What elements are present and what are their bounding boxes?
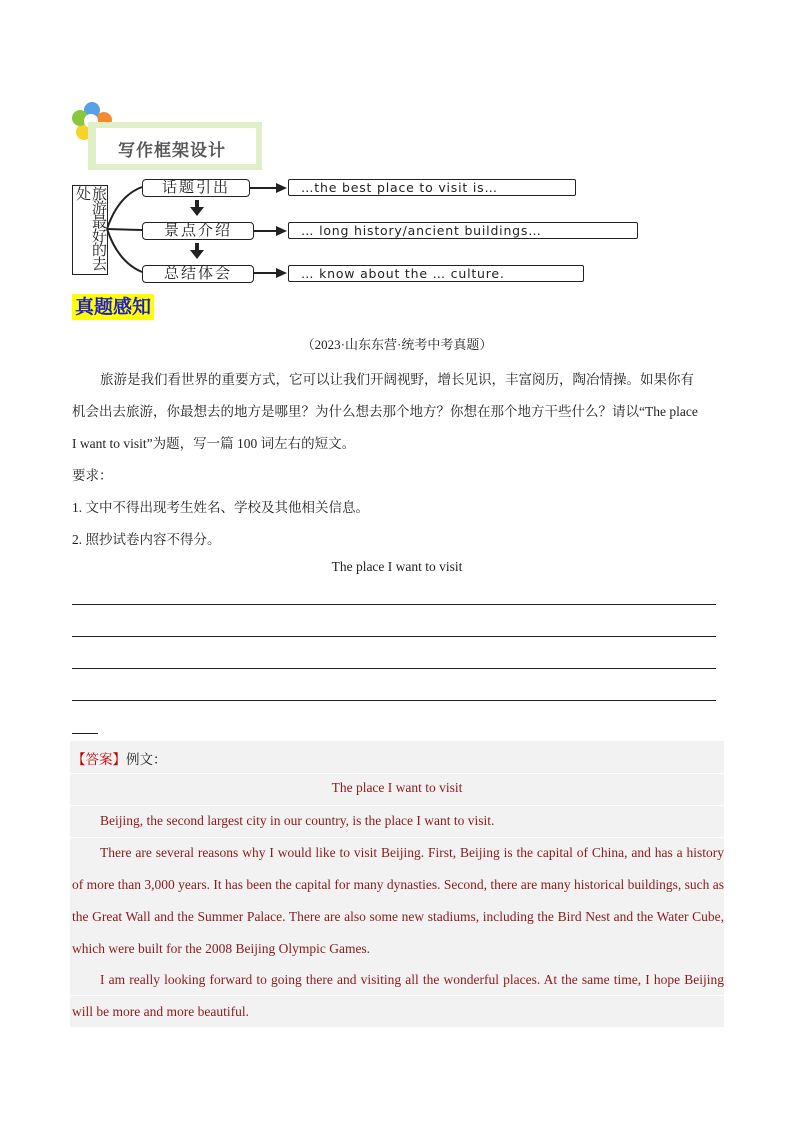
section-heading: 真题感知 <box>72 294 154 320</box>
answer-paragraph-3: I am really looking forward to going there and visiting all the wonderful places. At the same time, I hope Beijing will be more and more beautiful. <box>72 972 724 1019</box>
question-source: （2023·山东东营·统考中考真题） <box>301 337 493 352</box>
framework-connectors <box>0 0 794 300</box>
step-node-summary: 总结体会 <box>142 265 254 283</box>
step-result-summary: … know about the … culture. <box>288 265 584 282</box>
step-node-introduce-sights: 景点介绍 <box>142 222 254 240</box>
requirements-label: 要求： <box>72 468 113 483</box>
topic-box <box>72 185 108 275</box>
answer-label <box>72 748 167 768</box>
writing-line[interactable] <box>72 604 716 605</box>
essay-title: The place I want to visit <box>331 559 463 574</box>
writing-line[interactable] <box>72 668 716 669</box>
prompt-line-1: 旅游是我们看世界的重要方式，它可以让我们开阔视野，增长见识，丰富阅历，陶冶情操。如果你有 <box>100 372 694 387</box>
step-node-intro: 话题引出 <box>142 179 250 197</box>
writing-line[interactable] <box>72 700 716 701</box>
answer-bracket: 【答案】 <box>72 752 126 767</box>
answer-paragraph-1: Beijing, the second largest city in our country, is the place I want to visit. <box>100 813 495 828</box>
prompt-line-2: 机会出去旅游，你最想去的地方是哪里？为什么想去那个地方？你想在那个地方干些什么？请以“The place <box>72 404 698 419</box>
requirement-1: 1. 文中不得出现考生姓名、学校及其他相关信息。 <box>72 500 369 515</box>
answer-paragraph-2: There are several reasons why I would like to visit Beijing. First, Beijing is the capital of China, and has a history of more than 3,000 years. It has been the capital for many dynasties. Second, there are many historical buildings, such as the Great Wall and the Summer Palace. There are also some new stadiums, including the Bird Nest and the Water Cube, which were built for the 2008 Beijing Olympic Games. <box>72 845 724 956</box>
writing-line-end <box>72 733 98 734</box>
writing-line[interactable] <box>72 636 716 637</box>
prompt-line-3: I want to visit”为题，写一篇 100 词左右的短文。 <box>72 436 356 451</box>
requirement-2: 2. 照抄试卷内容不得分。 <box>72 532 221 547</box>
topic-label: 旅游最好的去处 <box>74 186 106 270</box>
answer-title: The place I want to visit <box>331 780 463 795</box>
answer-label-suffix: 例文： <box>126 752 167 767</box>
answer-separator <box>70 773 724 774</box>
banner-title: 写作框架设计 <box>118 141 226 161</box>
step-result-sights: … long history/ancient buildings… <box>288 222 638 239</box>
step-result-intro: …the best place to visit is… <box>288 179 576 196</box>
